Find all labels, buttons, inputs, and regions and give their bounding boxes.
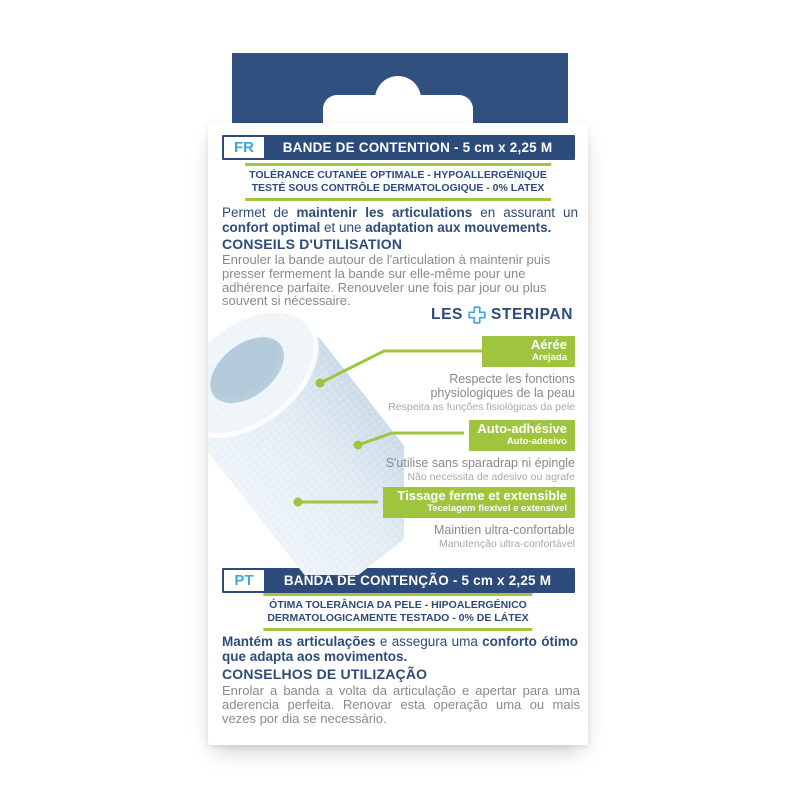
intro-pt [222, 635, 578, 665]
language-badge-pt: PT [224, 570, 264, 591]
usage-heading-fr: CONSEILS D'UTILISATION [222, 236, 403, 252]
claim-fr-line2: TESTÉ SOUS CONTRÔLE DERMATOLOGIQUE - 0% LATEX [251, 181, 545, 194]
intro-fr-seg-bold: maintenir les articulations [296, 205, 473, 220]
feature-desc-fr: Respecte les fonctions physiologiques de la peau [430, 371, 575, 400]
hang-flap [232, 53, 568, 123]
intro-fr-seg-bold: confort optimal [222, 219, 321, 235]
cross-icon [468, 306, 486, 324]
feature-airy [388, 336, 575, 413]
feature-self-adhesive [386, 420, 575, 483]
feature-desc-pt: Manutenção ultra-confortável [439, 537, 575, 550]
intro-fr-seg: en assurant un [472, 205, 578, 220]
feature-desc-fr: S'utilise sans sparadrap ni épingle [385, 455, 575, 470]
claim-pt-line2: DERMATOLOGICAMENTE TESTADO - 0% DE LÁTEX [267, 611, 529, 624]
claim-fr-line1: TOLÉRANCE CUTANÉE OPTIMALE - HYPOALLERGÉNIQUE [249, 169, 547, 181]
feature-badge-firm-weave [383, 487, 575, 518]
feature-badge-self-adhesive [469, 420, 575, 451]
usage-body-fr: Enrouler la bande autour de l'articulation à maintenir puis presser fermement la bande sur elle-même pour une adhérence parfaite. Renouveler une fois par jour ou plus souvent si nécessaire. [222, 252, 551, 309]
intro-pt-seg-bold: Mantém as articulações [222, 634, 376, 649]
intro-fr-seg: et une [320, 219, 366, 235]
feature-desc-pt: Não necessita de adesivo ou agrafe [407, 470, 575, 483]
intro-pt-seg: e assegura uma [375, 634, 483, 649]
brand-logo [431, 306, 573, 324]
feature-title-fr: Auto-adhésive [477, 421, 567, 436]
usage-body-pt: Enrolar a banda a volta da articulação e apertar para uma aderencia perfeita. Renovar esta operação uma ou mais vezes por dia se necessário. [222, 683, 580, 726]
bandage-roll-image [208, 295, 404, 575]
feature-desc-pt: Respeita as funções fisiológicas da pele [388, 400, 575, 413]
product-title-fr: BANDE DE CONTENTION - 5 cm x 2,25 M [282, 140, 553, 155]
brand-logo-steripan: STERIPAN [490, 306, 573, 323]
package-back-panel [208, 123, 588, 745]
feature-title-pt: Tecelagem flexível e extensível [427, 502, 567, 514]
usage-heading-pt: CONSELHOS DE UTILIZAÇÃO [222, 666, 428, 682]
brand-logo-les: LES [431, 306, 463, 323]
fr-title-bar [222, 135, 575, 160]
feature-title-pt: Arejada [532, 351, 567, 363]
claims-pt [263, 593, 532, 631]
claim-pt-line1: ÓTIMA TOLERÂNCIA DA PELE - HIPOALERGÉNICO [269, 599, 527, 611]
feature-badge-airy [482, 336, 575, 367]
hang-hole-slot [323, 95, 473, 124]
feature-title-fr: Tissage ferme et extensible [397, 488, 567, 503]
feature-firm-weave [383, 487, 575, 550]
intro-fr-seg-bold: adaptation aux mouvements. [365, 219, 552, 235]
language-badge-fr: FR [224, 137, 264, 158]
claims-fr [245, 163, 551, 201]
feature-title-fr: Aérée [530, 337, 567, 352]
intro-fr [222, 206, 578, 236]
feature-title-pt: Auto-adesivo [506, 435, 567, 447]
product-title-pt: BANDA DE CONTENÇÃO - 5 cm x 2,25 M [283, 573, 552, 588]
intro-fr-seg: Permet de [222, 205, 297, 220]
feature-desc-fr: Maintien ultra-confortable [433, 522, 575, 537]
intro-pt-seg-bold: conforto ótimo que adapta aos movimentos. [222, 634, 578, 664]
